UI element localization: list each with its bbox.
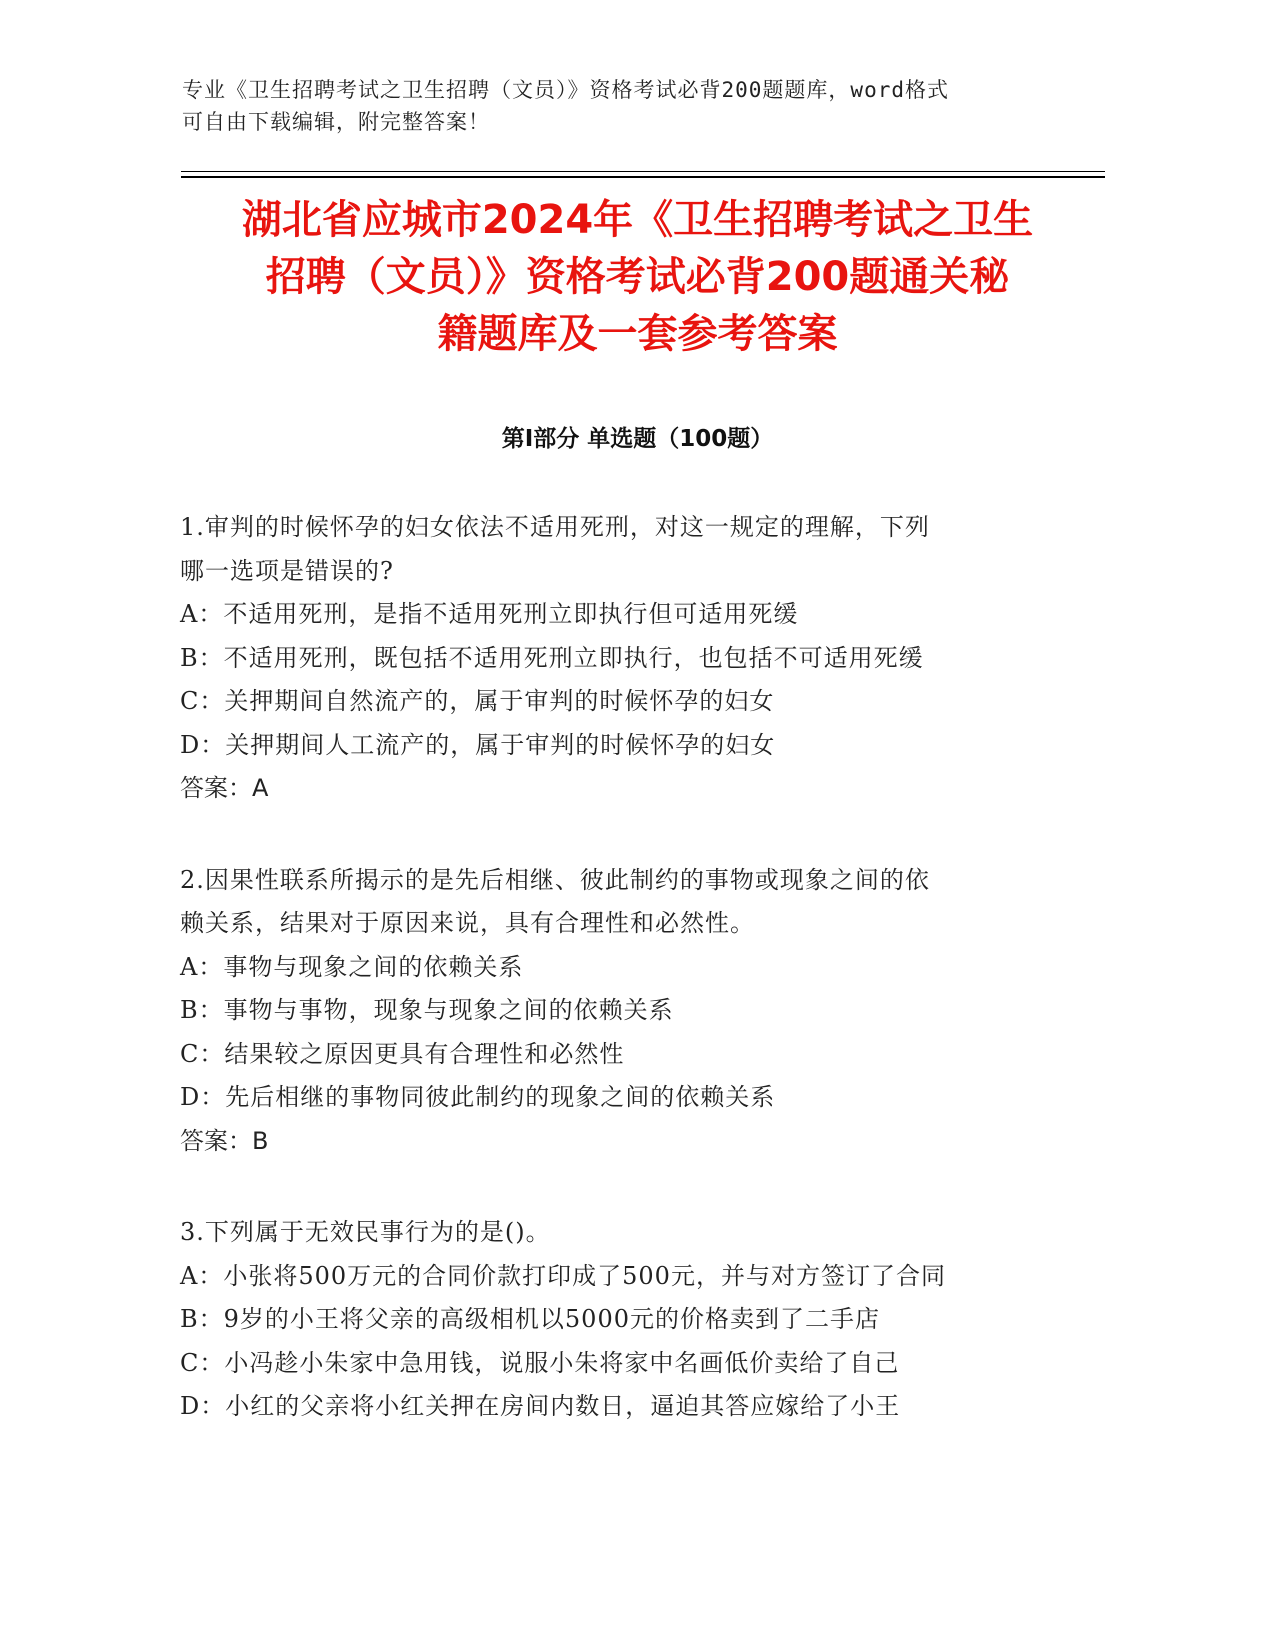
intro-line: 可自由下载编辑，附完整答案！ [182, 110, 490, 134]
option-c: C：结果较之原因更具有合理性和必然性 [180, 1039, 625, 1068]
option-a: A：小张将500万元的合同价款打印成了500元，并与对方签订了合同 [180, 1261, 946, 1290]
header-divider-thin [181, 171, 1105, 172]
question-1 [180, 506, 1060, 811]
option-b: B：不适用死刑，既包括不适用死刑立即执行，也包括不可适用死缓 [180, 643, 924, 672]
question-stem: 2.因果性联系所揭示的是先后相继、彼此制约的事物或现象之间的依 [180, 865, 930, 894]
question-stem: 3.下列属于无效民事行为的是()。 [180, 1218, 551, 1246]
intro-line: 专业《卫生招聘考试之卫生招聘（文员）》资格考试必背200题题库，word格式 [182, 78, 949, 102]
question-3 [180, 1211, 1060, 1429]
question-2 [180, 859, 1060, 1164]
answer-label: 答案：B [180, 1126, 269, 1155]
title-line: 籍题库及一套参考答案 [437, 311, 838, 357]
option-c: C：关押期间自然流产的，属于审判的时候怀孕的妇女 [180, 687, 775, 715]
answer-label: 答案：A [180, 774, 269, 802]
option-b: B：9岁的小王将父亲的高级相机以5000元的价格卖到了二手店 [180, 1305, 880, 1333]
option-b: B：事物与事物，现象与现象之间的依赖关系 [180, 996, 674, 1024]
header-divider-thick [181, 176, 1105, 178]
title-line: 湖北省应城市2024年《卫生招聘考试之卫生 [241, 197, 1034, 243]
option-d: D：先后相继的事物同彼此制约的现象之间的依赖关系 [180, 1083, 776, 1111]
question-stem: 赖关系，结果对于原因来说，具有合理性和必然性。 [180, 909, 755, 937]
section-heading: 第Ⅰ部分 单选题（100题） [501, 426, 774, 452]
title-line: 招聘（文员）》资格考试必背200题通关秘 [265, 254, 1010, 300]
question-stem: 哪一选项是错误的? [180, 556, 394, 585]
option-d: D：小红的父亲将小红关押在房间内数日，逼迫其答应嫁给了小王 [180, 1392, 901, 1420]
question-stem: 1.审判的时候怀孕的妇女依法不适用死刑，对这一规定的理解，下列 [180, 513, 930, 541]
question-list [180, 506, 1060, 1477]
option-a: A：事物与现象之间的依赖关系 [180, 952, 524, 981]
option-d: D：关押期间人工流产的，属于审判的时候怀孕的妇女 [180, 730, 776, 759]
option-c: C：小冯趁小朱家中急用钱，说服小朱将家中名画低价卖给了自己 [180, 1348, 900, 1377]
intro-text [182, 74, 1052, 138]
option-a: A：不适用死刑，是指不适用死刑立即执行但可适用死缓 [180, 600, 799, 628]
document-title [160, 192, 1115, 363]
